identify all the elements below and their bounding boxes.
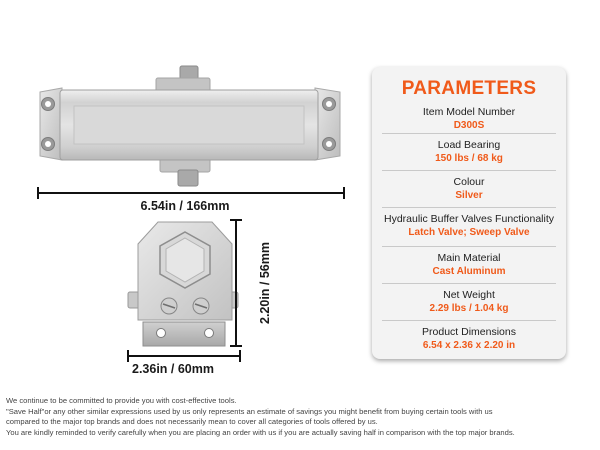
param-row-model-number (382, 103, 556, 133)
param-row-hydraulic-valves (382, 207, 556, 246)
param-row-main-material (382, 246, 556, 283)
mounting-hole (42, 138, 55, 151)
valve-screw-sweep (193, 298, 209, 314)
spindle-bottom (178, 170, 198, 186)
param-row-load-bearing (382, 133, 556, 170)
disclaimer-line: compared to the major top brands and does not necessarily mean to cover all categories of tools offered by us. (6, 417, 378, 426)
disclaimer-line: "Save Half"or any other similar expressions used by us only represents an estimate of savings you might benefit from buying certain tools with us (6, 406, 493, 416)
param-row-net-weight (382, 283, 556, 320)
mounting-hole (323, 98, 336, 111)
param-name: Colour (453, 176, 485, 188)
param-value: 2.29 lbs / 1.04 kg (429, 303, 509, 314)
disclaimer-line: You are kindly reminded to verify carefully when you are placing an order with us if you are actually saving half in comparison with the top major brands. (6, 427, 515, 437)
param-value: Latch Valve; Sweep Valve (408, 227, 530, 238)
param-name: Load Bearing (437, 139, 501, 151)
param-name: Product Dimensions (422, 326, 516, 338)
param-row-colour (382, 170, 556, 207)
closer-body-panel (74, 106, 304, 144)
parameters-card (372, 67, 566, 359)
param-value: Silver (455, 190, 483, 201)
param-name: Hydraulic Buffer Valves Functionality (383, 213, 555, 225)
disclaimer-line: We continue to be committed to provide you with cost-effective tools. (6, 396, 237, 405)
param-value: 150 lbs / 68 kg (435, 153, 503, 164)
mounting-hole (323, 138, 336, 151)
mounting-hole (42, 98, 55, 111)
closer-top-view (40, 66, 340, 186)
param-value: 6.54 x 2.36 x 2.20 in (422, 340, 516, 351)
param-name: Item Model Number (422, 106, 516, 118)
width-dimension-line (38, 187, 344, 199)
closer-side-view (128, 222, 238, 346)
param-row-product-dimensions (382, 320, 556, 357)
base-hole (205, 329, 214, 338)
disclaimer-text (6, 396, 598, 438)
height-dimension-label: 2.20in / 56mm (258, 242, 272, 324)
param-value: D300S (453, 120, 485, 131)
depth-dimension-line (128, 350, 240, 362)
param-value: Cast Aluminum (432, 266, 506, 277)
width-dimension-label: 6.54in / 166mm (140, 199, 230, 213)
depth-dimension-label: 2.36in / 60mm (132, 362, 214, 376)
parameters-title: PARAMETERS (401, 78, 537, 99)
valve-screw-latch (161, 298, 177, 314)
base-hole (157, 329, 166, 338)
param-name: Main Material (437, 252, 501, 264)
param-name: Net Weight (443, 289, 495, 301)
